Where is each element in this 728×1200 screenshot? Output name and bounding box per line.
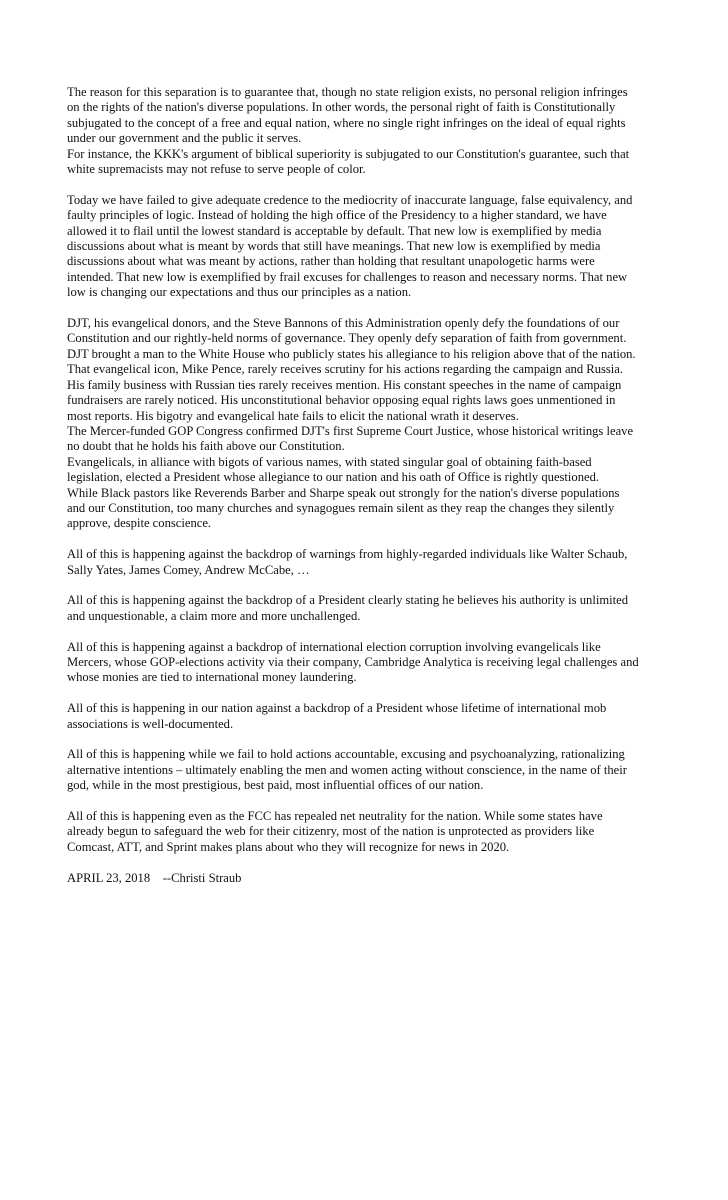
document-body: [67, 85, 667, 886]
text-line: alternative intentions – ultimately enabling the men and women acting without conscience, in the name of their: [67, 762, 627, 777]
text-line: All of this is happening in our nation against a backdrop of a President whose lifetime of international mob: [67, 701, 607, 716]
paragraph: [67, 593, 667, 624]
text-line: All of this is happening against a backdrop of international election corruption involving evangelicals like: [67, 639, 601, 654]
paragraph-list: [67, 85, 667, 855]
text-line: faulty principles of logic. Instead of holding the high office of the Presidency to a higher standard, we have: [67, 208, 607, 223]
paragraph: [67, 747, 667, 793]
text-line: no doubt that he holds his faith above our Constitution.: [67, 439, 345, 454]
text-line: white supremacists may not refuse to serve people of color.: [67, 162, 366, 177]
paragraph: [67, 316, 667, 532]
text-line: associations is well-documented.: [67, 716, 234, 731]
text-line: fundraisers are rarely noticed. His unconstitutional behavior opposing equal rights laws goes unmentioned in: [67, 393, 616, 408]
paragraph: [67, 701, 667, 732]
text-line: While Black pastors like Reverends Barber and Sharpe speak out strongly for the nation's diverse populations: [67, 485, 620, 500]
text-line: legislation, elected a President whose allegiance to our nation and his oath of Office is rightly questioned.: [67, 470, 600, 485]
text-line: already begun to safeguard the web for their citizenry, most of the nation is unprotected as providers like: [67, 824, 595, 839]
text-line: Comcast, ATT, and Sprint makes plans about who they will recognize for news in 2020.: [67, 839, 510, 854]
paragraph: [67, 547, 667, 578]
text-line: Mercers, whose GOP-elections activity via their company, Cambridge Analytica is receiving legal challenges and: [67, 654, 639, 669]
text-line: Evangelicals, in alliance with bigots of various names, with stated singular goal of obtaining faith-based: [67, 454, 592, 469]
text-line: Today we have failed to give adequate credence to the mediocrity of inaccurate language, false equivalency, and: [67, 192, 633, 207]
text-line: allowed it to flail until the lowest standard is acceptable by default. That new low is exemplified by media: [67, 223, 602, 238]
text-line: All of this is happening even as the FCC has repealed net neutrality for the nation. While some states have: [67, 808, 603, 823]
text-line: approve, despite conscience.: [67, 516, 212, 531]
paragraph: [67, 85, 667, 177]
text-line: low is changing our expectations and thus our principles as a nation.: [67, 285, 412, 300]
text-line: and our Constitution, too many churches and synagogues remain silent as they reap the changes they silently: [67, 500, 615, 515]
text-line: god, while in the most prestigious, best paid, most influential offices of our nation.: [67, 778, 484, 793]
text-line: All of this is happening while we fail to hold actions accountable, excusing and psychoanalyzing, rationalizing: [67, 747, 625, 762]
text-line: DJT brought a man to the White House who publicly states his allegiance to his religion above that of the nation.: [67, 346, 636, 361]
text-line: most reports. His bigotry and evangelical hate fails to elicit the national wrath it deserves.: [67, 408, 519, 423]
paragraph: [67, 809, 667, 855]
text-line: DJT, his evangelical donors, and the Steve Bannons of this Administration openly defy the foundations of our: [67, 316, 620, 331]
text-line: Constitution and our rightly-held norms of governance. They openly defy separation of faith from government.: [67, 331, 627, 346]
signature-line: APRIL 23, 2018 --Christi Straub: [67, 870, 242, 885]
text-line: For instance, the KKK's argument of biblical superiority is subjugated to our Constitution's guarantee, such that: [67, 146, 630, 161]
text-line: under our government and the public it serves.: [67, 131, 302, 146]
text-line: All of this is happening against the backdrop of a President clearly stating he believes his authority is unlimited: [67, 593, 628, 608]
text-line: Sally Yates, James Comey, Andrew McCabe, …: [67, 562, 310, 577]
text-line: on the rights of the nation's diverse populations. In other words, the personal right of faith is Constitutionally: [67, 100, 616, 115]
text-line: subjugated to the concept of a free and equal nation, where no single right infringes on the ideal of equal rights: [67, 115, 626, 130]
text-line: The Mercer-funded GOP Congress confirmed DJT's first Supreme Court Justice, whose historical writings leave: [67, 423, 634, 438]
text-line: discussions about what was meant by actions, rather than holding that resultant unapologetic harms were: [67, 254, 595, 269]
paragraph: [67, 193, 667, 301]
text-line: intended. That new low is exemplified by frail excuses for challenges to reason and necessary norms. That new: [67, 269, 628, 284]
text-line: That evangelical icon, Mike Pence, rarely receives scrutiny for his actions regarding the campaign and Russia.: [67, 362, 624, 377]
text-line: The reason for this separation is to guarantee that, though no state religion exists, no personal religion infringes: [67, 85, 628, 99]
paragraph: [67, 640, 667, 686]
text-line: discussions about what is meant by words that still have meanings. That new low is exemplified by media: [67, 239, 601, 254]
text-line: His family business with Russian ties rarely receives mention. His constant speeches in the name of campaign: [67, 377, 622, 392]
text-line: and unquestionable, a claim more and more unchallenged.: [67, 608, 361, 623]
text-line: All of this is happening against the backdrop of warnings from highly-regarded individuals like Walter Schaub,: [67, 547, 628, 562]
text-line: whose monies are tied to international money laundering.: [67, 670, 357, 685]
